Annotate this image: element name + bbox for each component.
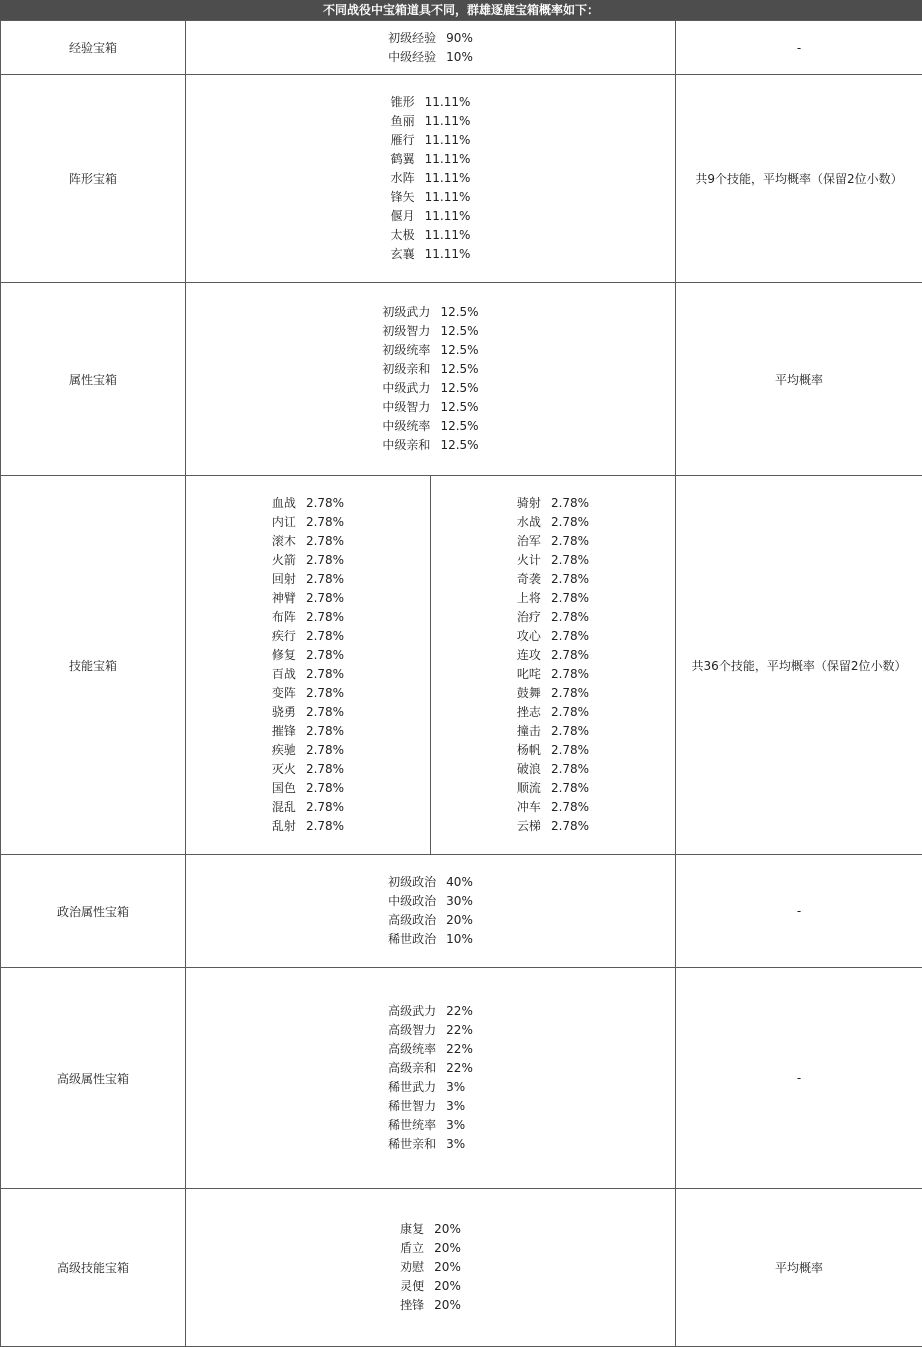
item-probability: 2.78% — [305, 800, 345, 814]
item-probability: 20% — [434, 1222, 461, 1236]
item-name: 回射 — [271, 572, 296, 586]
table-row — [1, 476, 922, 855]
list-item — [272, 513, 344, 532]
item-probability: 22% — [446, 1061, 473, 1075]
item-probability: 20% — [434, 1260, 461, 1274]
item-probability: 11.11% — [424, 114, 471, 128]
item-probability: 20% — [434, 1279, 461, 1293]
item-name: 云梯 — [516, 819, 541, 833]
list-item — [382, 379, 478, 398]
item-name: 破浪 — [516, 762, 541, 776]
list-item — [517, 741, 589, 760]
item-probability: 2.78% — [305, 667, 345, 681]
item-probability: 12.5% — [440, 381, 479, 395]
item-probability: 2.78% — [550, 553, 590, 567]
chest-probability-table — [0, 20, 922, 1347]
list-item — [400, 1296, 461, 1315]
item-name: 疾驰 — [271, 743, 296, 757]
item-name: 挫锋 — [400, 1298, 425, 1312]
list-item — [388, 1040, 473, 1059]
list-item — [272, 684, 344, 703]
table-row — [1, 283, 922, 476]
item-list-cell — [186, 968, 676, 1189]
item-name: 稀世亲和 — [388, 1137, 437, 1151]
item-probability: 3% — [446, 1137, 466, 1151]
list-item — [517, 513, 589, 532]
item-name: 中级智力 — [382, 400, 431, 414]
item-probability: 20% — [434, 1241, 461, 1255]
note-cell: - — [676, 968, 922, 1189]
list-item — [272, 646, 344, 665]
list-item — [391, 150, 471, 169]
item-probability: 2.78% — [305, 610, 345, 624]
item-name: 连攻 — [516, 648, 541, 662]
list-item — [400, 1239, 461, 1258]
item-probability: 10% — [446, 932, 473, 946]
item-list-cell — [186, 283, 676, 476]
item-probability: 2.78% — [550, 515, 590, 529]
item-name: 初级亲和 — [382, 362, 431, 376]
list-item — [272, 551, 344, 570]
item-probability: 2.78% — [305, 781, 345, 795]
item-name: 水战 — [516, 515, 541, 529]
list-item — [400, 1258, 461, 1277]
item-probability: 2.78% — [305, 724, 345, 738]
item-probability: 2.78% — [305, 553, 345, 567]
item-name: 国色 — [271, 781, 296, 795]
item-probability: 12.5% — [440, 400, 479, 414]
chest-name: 属性宝箱 — [1, 283, 186, 476]
item-name: 高级亲和 — [388, 1061, 437, 1075]
list-item — [400, 1220, 461, 1239]
item-name: 布阵 — [271, 610, 296, 624]
item-name: 稀世智力 — [388, 1099, 437, 1113]
item-list-cell-left — [186, 476, 431, 855]
list-item — [388, 1097, 473, 1116]
note-cell: 共36个技能，平均概率（保留2位小数） — [676, 476, 922, 855]
item-probability: 2.78% — [305, 534, 345, 548]
item-name: 中级武力 — [382, 381, 431, 395]
list-item — [272, 532, 344, 551]
list-item — [272, 665, 344, 684]
item-probability: 2.78% — [550, 591, 590, 605]
list-item — [382, 341, 478, 360]
list-item — [388, 48, 473, 67]
item-name: 锋矢 — [390, 190, 415, 204]
item-name: 治疗 — [516, 610, 541, 624]
item-list-cell — [186, 1189, 676, 1347]
item-name: 火计 — [516, 553, 541, 567]
item-probability: 2.78% — [550, 762, 590, 776]
item-probability: 2.78% — [550, 648, 590, 662]
item-probability: 12.5% — [440, 362, 479, 376]
item-name: 稀世政治 — [388, 932, 437, 946]
item-list — [272, 494, 344, 836]
item-name: 中级经验 — [388, 49, 437, 64]
item-list — [388, 1002, 473, 1154]
item-name: 杨帆 — [516, 743, 541, 757]
table-row — [1, 1189, 922, 1347]
item-name: 治军 — [516, 534, 541, 548]
list-item — [272, 570, 344, 589]
list-item — [272, 627, 344, 646]
item-name: 百战 — [271, 667, 296, 681]
list-item — [388, 930, 473, 949]
list-item — [517, 703, 589, 722]
item-list-cell — [186, 75, 676, 283]
item-probability: 11.11% — [424, 209, 471, 223]
list-item — [388, 1059, 473, 1078]
item-name: 神臂 — [271, 591, 296, 605]
item-name: 玄襄 — [390, 247, 415, 261]
chest-name: 阵形宝箱 — [1, 75, 186, 283]
item-probability: 2.78% — [550, 610, 590, 624]
list-item — [272, 779, 344, 798]
item-name: 锥形 — [390, 95, 415, 109]
list-item — [272, 703, 344, 722]
list-item — [382, 417, 478, 436]
item-name: 混乱 — [271, 800, 296, 814]
list-item — [517, 570, 589, 589]
list-item — [391, 188, 471, 207]
item-probability: 2.78% — [550, 800, 590, 814]
list-item — [391, 207, 471, 226]
item-name: 稀世武力 — [388, 1080, 437, 1094]
item-name: 雁行 — [390, 133, 415, 147]
item-probability: 2.78% — [305, 686, 345, 700]
list-item — [388, 1078, 473, 1097]
list-item — [391, 93, 471, 112]
item-name: 上将 — [516, 591, 541, 605]
item-list-cell-right — [431, 476, 676, 855]
item-name: 中级统率 — [382, 419, 431, 433]
item-probability: 2.78% — [550, 819, 590, 833]
list-item — [388, 1135, 473, 1154]
item-name: 鹤翼 — [390, 152, 415, 166]
item-name: 疾行 — [271, 629, 296, 643]
item-name: 撞击 — [516, 724, 541, 738]
item-probability: 40% — [446, 875, 473, 889]
item-name: 高级统率 — [388, 1042, 437, 1056]
item-name: 骑射 — [516, 496, 541, 510]
item-name: 偃月 — [390, 209, 415, 223]
item-name: 火箭 — [271, 553, 296, 567]
item-name: 初级智力 — [382, 324, 431, 338]
item-probability: 2.78% — [550, 724, 590, 738]
list-item — [272, 722, 344, 741]
item-probability: 11.11% — [424, 190, 471, 204]
table-row — [1, 21, 922, 75]
item-probability: 2.78% — [550, 534, 590, 548]
item-name: 高级武力 — [388, 1004, 437, 1018]
item-name: 中级亲和 — [382, 438, 431, 452]
list-item — [382, 398, 478, 417]
list-item — [388, 1002, 473, 1021]
chest-name: 经验宝箱 — [1, 21, 186, 75]
item-name: 鼓舞 — [516, 686, 541, 700]
item-name: 摧锋 — [271, 724, 296, 738]
item-list — [517, 494, 589, 836]
table-row — [1, 968, 922, 1189]
list-item — [400, 1277, 461, 1296]
item-name: 挫志 — [516, 705, 541, 719]
item-list-cell — [186, 21, 676, 75]
item-probability: 11.11% — [424, 95, 471, 109]
item-probability: 22% — [446, 1004, 473, 1018]
item-probability: 2.78% — [305, 629, 345, 643]
list-item — [272, 741, 344, 760]
item-probability: 2.78% — [550, 496, 590, 510]
item-name: 冲车 — [516, 800, 541, 814]
item-name: 太极 — [390, 228, 415, 242]
list-item — [272, 589, 344, 608]
item-name: 高级政治 — [388, 913, 437, 927]
list-item — [391, 226, 471, 245]
chest-name: 政治属性宝箱 — [1, 855, 186, 968]
item-probability: 30% — [446, 894, 473, 908]
item-name: 修复 — [271, 648, 296, 662]
list-item — [517, 532, 589, 551]
item-name: 变阵 — [271, 686, 296, 700]
item-probability: 11.11% — [424, 228, 471, 242]
item-probability: 90% — [446, 30, 473, 45]
item-probability: 20% — [434, 1298, 461, 1312]
item-probability: 2.78% — [305, 515, 345, 529]
item-probability: 12.5% — [440, 419, 479, 433]
list-item — [517, 551, 589, 570]
item-list — [388, 29, 473, 67]
item-probability: 11.11% — [424, 152, 471, 166]
item-probability: 12.5% — [440, 305, 479, 319]
item-probability: 2.78% — [305, 496, 345, 510]
item-list — [382, 303, 478, 455]
item-name: 初级政治 — [388, 875, 437, 889]
item-probability: 2.78% — [550, 705, 590, 719]
list-item — [272, 798, 344, 817]
list-item — [388, 911, 473, 930]
item-name: 初级统率 — [382, 343, 431, 357]
list-item — [517, 646, 589, 665]
item-probability: 2.78% — [550, 629, 590, 643]
table-row — [1, 75, 922, 283]
chest-name: 技能宝箱 — [1, 476, 186, 855]
list-item — [517, 779, 589, 798]
list-item — [517, 608, 589, 627]
item-name: 血战 — [271, 496, 296, 510]
item-name: 水阵 — [390, 171, 415, 185]
table-title: 不同战役中宝箱道具不同，群雄逐鹿宝箱概率如下： — [0, 0, 922, 20]
item-name: 稀世统率 — [388, 1118, 437, 1132]
item-probability: 12.5% — [440, 438, 479, 452]
list-item — [517, 494, 589, 513]
list-item — [391, 169, 471, 188]
item-name: 奇袭 — [516, 572, 541, 586]
item-probability: 10% — [446, 49, 473, 64]
item-name: 中级政治 — [388, 894, 437, 908]
item-name: 骁勇 — [271, 705, 296, 719]
chest-name: 高级属性宝箱 — [1, 968, 186, 1189]
item-probability: 2.78% — [305, 705, 345, 719]
item-list — [388, 873, 473, 949]
note-cell: 平均概率 — [676, 283, 922, 476]
item-probability: 2.78% — [305, 572, 345, 586]
list-item — [391, 245, 471, 264]
item-probability: 3% — [446, 1099, 466, 1113]
item-name: 内讧 — [271, 515, 296, 529]
list-item — [272, 760, 344, 779]
note-cell: - — [676, 855, 922, 968]
list-item — [517, 684, 589, 703]
list-item — [388, 892, 473, 911]
item-probability: 22% — [446, 1023, 473, 1037]
item-name: 康复 — [400, 1222, 425, 1236]
item-probability: 2.78% — [550, 572, 590, 586]
item-list — [400, 1220, 461, 1315]
list-item — [382, 322, 478, 341]
item-probability: 3% — [446, 1118, 466, 1132]
list-item — [517, 798, 589, 817]
item-name: 顺流 — [516, 781, 541, 795]
item-probability: 2.78% — [305, 762, 345, 776]
list-item — [382, 436, 478, 455]
item-name: 劝慰 — [400, 1260, 425, 1274]
item-name: 灵便 — [400, 1279, 425, 1293]
chest-name: 高级技能宝箱 — [1, 1189, 186, 1347]
item-name: 高级智力 — [388, 1023, 437, 1037]
list-item — [388, 29, 473, 48]
item-name: 攻心 — [516, 629, 541, 643]
item-name: 叱咤 — [516, 667, 541, 681]
list-item — [388, 1021, 473, 1040]
item-probability: 2.78% — [550, 743, 590, 757]
list-item — [391, 112, 471, 131]
list-item — [517, 817, 589, 836]
list-item — [517, 589, 589, 608]
list-item — [388, 1116, 473, 1135]
list-item — [391, 131, 471, 150]
list-item — [517, 760, 589, 779]
item-probability: 2.78% — [305, 743, 345, 757]
note-cell: 平均概率 — [676, 1189, 922, 1347]
item-name: 灭火 — [271, 762, 296, 776]
item-probability: 2.78% — [305, 648, 345, 662]
list-item — [272, 608, 344, 627]
note-cell: 共9个技能，平均概率（保留2位小数） — [676, 75, 922, 283]
item-probability: 12.5% — [440, 324, 479, 338]
list-item — [272, 494, 344, 513]
item-name: 乱射 — [271, 819, 296, 833]
item-probability: 11.11% — [424, 171, 471, 185]
item-probability: 2.78% — [305, 819, 345, 833]
item-list-cell — [186, 855, 676, 968]
item-probability: 2.78% — [305, 591, 345, 605]
item-probability: 3% — [446, 1080, 466, 1094]
item-name: 鱼丽 — [390, 114, 415, 128]
item-probability: 2.78% — [550, 781, 590, 795]
list-item — [517, 627, 589, 646]
item-list — [391, 93, 471, 264]
item-probability: 2.78% — [550, 686, 590, 700]
list-item — [517, 722, 589, 741]
item-probability: 20% — [446, 913, 473, 927]
item-name: 盾立 — [400, 1241, 425, 1255]
item-probability: 22% — [446, 1042, 473, 1056]
list-item — [382, 360, 478, 379]
item-probability: 12.5% — [440, 343, 479, 357]
list-item — [382, 303, 478, 322]
item-probability: 11.11% — [424, 247, 471, 261]
list-item — [517, 665, 589, 684]
list-item — [388, 873, 473, 892]
item-name: 初级武力 — [382, 305, 431, 319]
item-probability: 2.78% — [550, 667, 590, 681]
item-probability: 11.11% — [424, 133, 471, 147]
list-item — [272, 817, 344, 836]
table-row — [1, 855, 922, 968]
item-name: 滚木 — [271, 534, 296, 548]
note-cell: - — [676, 21, 922, 75]
item-name: 初级经验 — [388, 30, 437, 45]
